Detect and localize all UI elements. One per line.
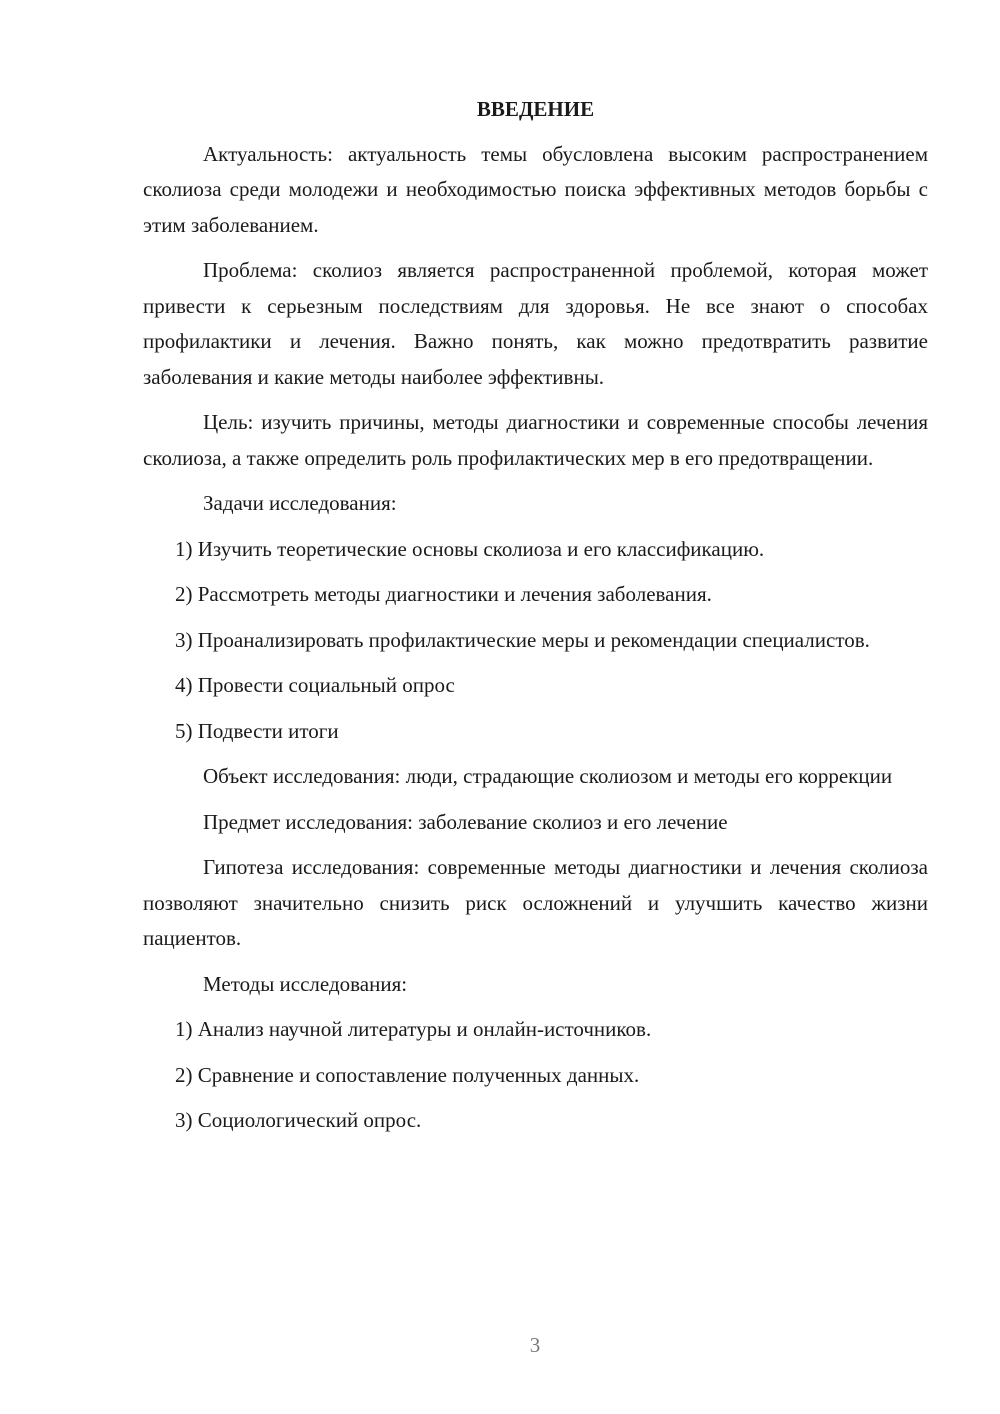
task-item-4: 4) Провести социальный опрос xyxy=(175,673,455,697)
subject-paragraph: Предмет исследования: заболевание сколиоз и его лечение xyxy=(203,809,728,834)
section-title: ВВЕДЕНИЕ xyxy=(476,97,595,121)
task-item-3: 3) Проанализировать профилактические меры и рекомендации специалистов. xyxy=(175,627,870,652)
goal-paragraph: Цель: изучить причины, методы диагностики и современные способы лечения сколиоза, а также определить роль профилактических мер в его предотвращении. xyxy=(143,410,928,470)
methods-heading: Методы исследования: xyxy=(203,971,408,996)
task-item-2: 2) Рассмотреть методы диагностики и лечения заболевания. xyxy=(175,582,712,606)
method-item-3: 3) Социологический опрос. xyxy=(175,1108,422,1132)
hypothesis-paragraph: Гипотеза исследования: современные методы диагностики и лечения сколиоза позволяют значительно снизить риск осложнений и улучшить качество жизни пациентов. xyxy=(143,855,928,950)
tasks-heading: Задачи исследования: xyxy=(203,491,397,515)
document-page xyxy=(143,92,928,1149)
page-number: 3 xyxy=(529,1333,541,1357)
relevance-paragraph: Актуальность: актуальность темы обусловлена высоким распространением сколиоза среди молодежи и необходимостью поиска эффективных методов борьбы с этим заболеванием. xyxy=(143,141,928,237)
method-item-1: 1) Анализ научной литературы и онлайн-источников. xyxy=(175,1017,652,1041)
problem-paragraph: Проблема: сколиоз является распространенной проблемой, которая может привести к серьезным последствиям для здоровья. Не все знают о способах профилактики и лечения. Важно понять, как можно предотвратить развитие заболевания и какие методы наиболее эффективны. xyxy=(143,258,928,389)
object-paragraph: Объект исследования: люди, страдающие сколиозом и методы его коррекции xyxy=(203,764,893,788)
task-item-5: 5) Подвести итоги xyxy=(175,718,339,743)
task-item-1: 1) Изучить теоретические основы сколиоза и его классификацию. xyxy=(175,536,765,561)
method-item-2: 2) Сравнение и сопоставление полученных данных. xyxy=(175,1062,640,1087)
